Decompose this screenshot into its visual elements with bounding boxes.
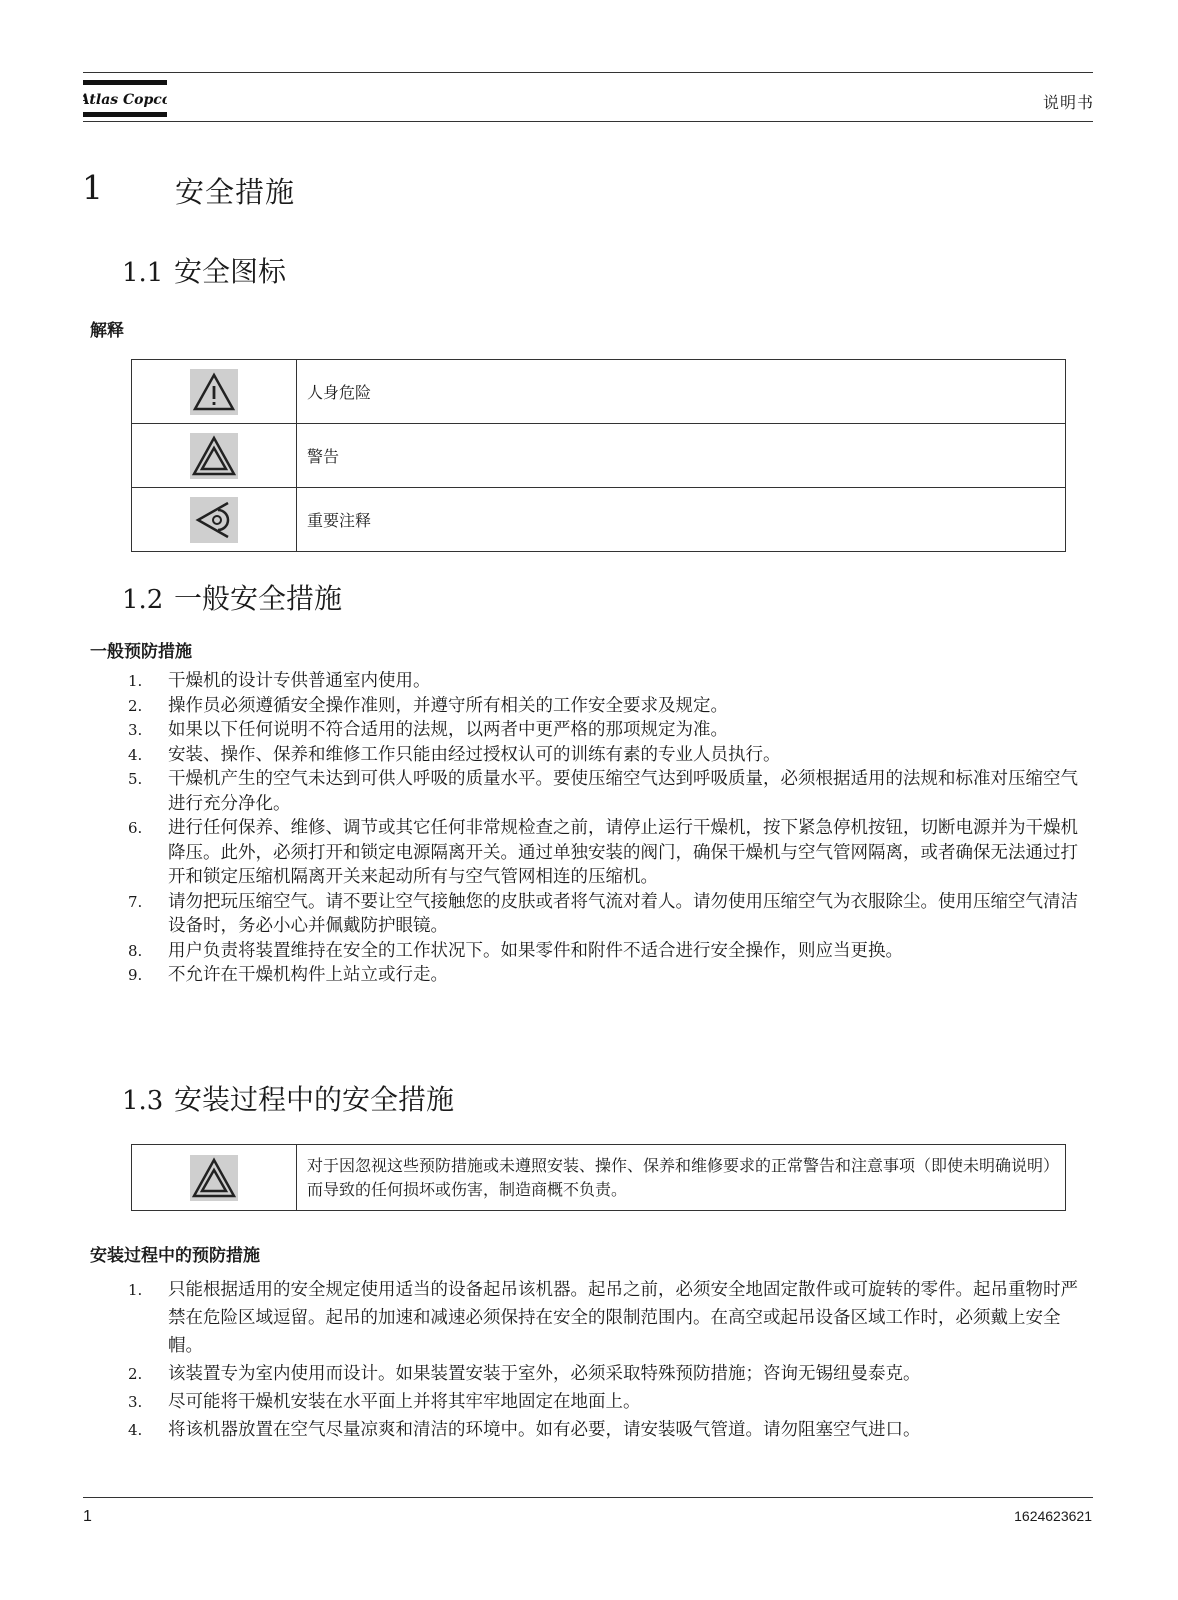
section-number: 1 — [82, 168, 103, 207]
list-item — [128, 669, 1078, 694]
list-item — [128, 1276, 1078, 1360]
item-text: 干燥机的设计专供普通室内使用。 — [168, 671, 431, 691]
eye-note-icon — [190, 497, 238, 543]
item-text: 该装置专为室内使用而设计。如果装置安装于室外，必须采取特殊预防措施；咨询无锡纽曼泰克。 — [168, 1364, 921, 1384]
section-1-1-number: 1.1 — [122, 258, 164, 288]
general-precautions-list — [128, 669, 1078, 988]
item-text: 如果以下任何说明不符合适用的法规，以两者中更严格的那项规定为准。 — [168, 720, 728, 740]
list-item — [128, 816, 1078, 890]
item-text: 只能根据适用的安全规定使用适当的设备起吊该机器。起吊之前，必须安全地固定散件或可旋转的零件。起吊重物时严禁在危险区域逗留。起吊的加速和减速必须保持在安全的限制范围内。在高空或起吊设备区域工作时，必须戴上安全帽。 — [168, 1280, 1078, 1356]
warning-triangle-icon — [190, 1155, 238, 1201]
item-text: 安装、操作、保养和维修工作只能由经过授权认可的训练有素的专业人员执行。 — [168, 744, 781, 765]
symbol-row — [132, 424, 1066, 488]
item-number: 6. — [128, 819, 143, 837]
symbol-label: 人身危险 — [297, 360, 1066, 424]
svg-text:Atlas Copco: Atlas Copco — [83, 92, 167, 108]
list-item — [128, 743, 1078, 768]
safety-symbols-table — [131, 359, 1066, 552]
item-number: 3. — [128, 1393, 143, 1411]
list-item — [128, 1416, 1078, 1444]
list-item — [128, 694, 1078, 719]
footer-rule — [83, 1497, 1093, 1498]
page-number: 1 — [83, 1508, 92, 1525]
document-number: 1624623621 — [1014, 1508, 1092, 1524]
installation-precautions-subheading: 安装过程中的预防措施 — [90, 1246, 260, 1266]
list-item — [128, 767, 1078, 816]
item-number: 2. — [128, 1365, 143, 1383]
note-icon-cell — [132, 1145, 297, 1211]
item-text: 进行任何保养、维修、调节或其它任何非常规检查之前，请停止运行干燥机，按下紧急停机按钮，切断电源并为干燥机降压。此外，必须打开和锁定电源隔离开关。通过单独安装的阀门，确保干燥机与空气管网隔离，或者确保无法通过打开和锁定压缩机隔离开关来起动所有与空气管网相连的压缩机。 — [168, 818, 1078, 887]
section-1-3-heading — [122, 1078, 454, 1118]
item-number: 8. — [128, 941, 143, 960]
note-row — [132, 1145, 1066, 1211]
item-number: 4. — [128, 745, 143, 764]
list-item — [128, 718, 1078, 743]
item-number: 4. — [128, 1421, 143, 1439]
symbol-cell — [132, 488, 297, 552]
item-number: 5. — [128, 770, 143, 788]
item-text: 干燥机产生的空气未达到可供人呼吸的质量水平。要使压缩空气达到呼吸质量，必须根据适用的法规和标准对压缩空气进行充分净化。 — [168, 769, 1078, 814]
symbol-label: 重要注释 — [297, 488, 1066, 552]
note-text: 对于因忽视这些预防措施或未遵照安装、操作、保养和维修要求的正常警告和注意事项（即使未明确说明）而导致的任何损坏或伤害，制造商概不负责。 — [297, 1145, 1066, 1211]
document-type: 说明书 — [1042, 93, 1094, 112]
item-number: 3. — [128, 721, 143, 739]
symbol-cell — [132, 424, 297, 488]
item-number: 1. — [128, 672, 143, 690]
item-text: 请勿把玩压缩空气。请不要让空气接触您的皮肤或者将气流对着人。请勿使用压缩空气为衣服除尘。使用压缩空气清洁设备时，务必小心并佩戴防护眼镜。 — [168, 891, 1078, 936]
header-top-rule — [83, 72, 1093, 73]
list-item — [128, 963, 1078, 988]
section-title: 安全措施 — [175, 175, 296, 209]
exclamation-triangle-icon — [190, 369, 238, 415]
header-bottom-rule — [83, 121, 1093, 122]
symbol-label: 警告 — [297, 424, 1066, 488]
general-precautions-subheading: 一般预防措施 — [90, 642, 192, 662]
item-number: 7. — [128, 892, 143, 911]
item-text: 操作员必须遵循安全操作准则，并遵守所有相关的工作安全要求及规定。 — [168, 695, 728, 716]
section-1-2-title: 一般安全措施 — [174, 582, 343, 615]
list-item — [128, 890, 1078, 939]
installation-warning-note — [131, 1144, 1066, 1211]
item-number: 1. — [128, 1281, 143, 1299]
warning-triangle-icon — [190, 433, 238, 479]
item-number: 9. — [128, 966, 143, 984]
item-number: 2. — [128, 696, 143, 715]
list-item — [128, 939, 1078, 964]
item-text: 用户负责将装置维持在安全的工作状况下。如果零件和附件不适合进行安全操作，则应当更换。 — [168, 940, 903, 961]
section-1-1-title: 安全图标 — [174, 255, 287, 288]
symbol-cell — [132, 360, 297, 424]
section-1-3-title: 安装过程中的安全措施 — [174, 1083, 455, 1116]
list-item — [128, 1388, 1078, 1416]
explanation-subheading: 解释 — [90, 321, 124, 341]
atlas-copco-logo — [83, 76, 167, 120]
section-1-1-heading — [122, 250, 286, 290]
item-text: 不允许在干燥机构件上站立或行走。 — [168, 965, 448, 985]
symbol-row — [132, 488, 1066, 552]
list-item — [128, 1360, 1078, 1388]
symbol-row — [132, 360, 1066, 424]
section-1-2-heading — [122, 577, 342, 617]
section-1-3-number: 1.3 — [122, 1086, 164, 1116]
section-1-2-number: 1.2 — [122, 585, 164, 615]
installation-precautions-list — [128, 1276, 1078, 1444]
item-text: 尽可能将干燥机安装在水平面上并将其牢牢地固定在地面上。 — [168, 1392, 641, 1412]
item-text: 将该机器放置在空气尽量凉爽和清洁的环境中。如有必要，请安装吸气管道。请勿阻塞空气进口。 — [168, 1420, 921, 1440]
